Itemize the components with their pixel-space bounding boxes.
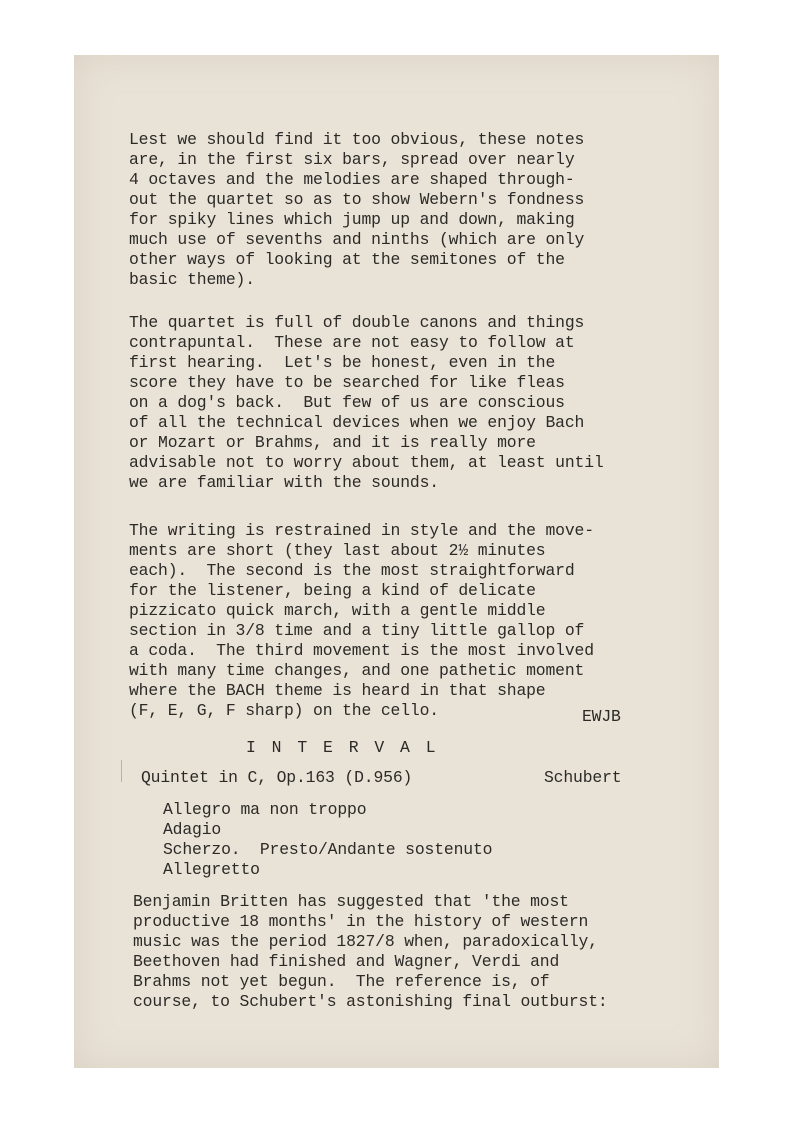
text-line: score they have to be searched for like fleas — [129, 373, 565, 392]
movement-item: Allegretto — [163, 860, 260, 879]
margin-mark — [121, 760, 122, 782]
text-line: for spiky lines which jump up and down, making — [129, 210, 575, 229]
interval-heading: I N T E R V A L — [246, 738, 439, 757]
movement-item: Adagio — [163, 820, 222, 839]
text-line: or Mozart or Brahms, and it is really more — [129, 433, 536, 452]
text-line: Benjamin Britten has suggested that 'the most — [133, 892, 569, 911]
text-line: Brahms not yet begun. The reference is, of — [133, 972, 550, 991]
text-line: Beethoven had finished and Wagner, Verdi and — [133, 952, 560, 971]
text-line: 4 octaves and the melodies are shaped through- — [129, 170, 575, 189]
text-line: we are familiar with the sounds. — [129, 473, 439, 492]
text-line: basic theme). — [129, 270, 255, 289]
text-line: a coda. The third movement is the most involved — [129, 641, 594, 660]
text-line: Lest we should find it too obvious, these notes — [129, 130, 585, 149]
text-line: pizzicato quick march, with a gentle middle — [129, 601, 546, 620]
movement-list — [163, 800, 492, 880]
paragraph-britten — [133, 892, 608, 1012]
text-line: other ways of looking at the semitones of the — [129, 250, 565, 269]
text-line: each). The second is the most straightforward — [129, 561, 575, 580]
text-line: The writing is restrained in style and the move- — [129, 521, 594, 540]
text-line: ments are short (they last about 2½ minutes — [129, 541, 546, 560]
author-signature: EWJB — [582, 707, 621, 726]
paragraph-canons — [129, 313, 604, 493]
text-line: much use of sevenths and ninths (which are only — [129, 230, 585, 249]
text-line: are, in the first six bars, spread over nearly — [129, 150, 575, 169]
text-line: on a dog's back. But few of us are conscious — [129, 393, 565, 412]
text-line: for the listener, being a kind of delicate — [129, 581, 536, 600]
composer-name: Schubert — [544, 768, 622, 787]
paragraph-movements-description — [129, 521, 594, 721]
work-title: Quintet in C, Op.163 (D.956) — [141, 768, 413, 787]
text-line: contrapuntal. These are not easy to follow at — [129, 333, 575, 352]
text-line: music was the period 1827/8 when, paradoxically, — [133, 932, 598, 951]
movement-item: Scherzo. Presto/Andante sostenuto — [163, 840, 493, 859]
text-line: advisable not to worry about them, at least until — [129, 453, 604, 472]
text-line: section in 3/8 time and a tiny little gallop of — [129, 621, 585, 640]
typed-page — [74, 55, 719, 1068]
text-line: (F, E, G, F sharp) on the cello. — [129, 701, 439, 720]
text-line: where the BACH theme is heard in that shape — [129, 681, 546, 700]
text-line: with many time changes, and one pathetic moment — [129, 661, 585, 680]
text-line: of all the technical devices when we enjoy Bach — [129, 413, 585, 432]
text-line: The quartet is full of double canons and things — [129, 313, 585, 332]
paragraph-webern-melodies — [129, 130, 584, 290]
movement-item: Allegro ma non troppo — [163, 800, 367, 819]
text-line: first hearing. Let's be honest, even in the — [129, 353, 556, 372]
text-line: productive 18 months' in the history of western — [133, 912, 589, 931]
text-line: out the quartet so as to show Webern's fondness — [129, 190, 585, 209]
text-line: course, to Schubert's astonishing final outburst: — [133, 992, 608, 1011]
